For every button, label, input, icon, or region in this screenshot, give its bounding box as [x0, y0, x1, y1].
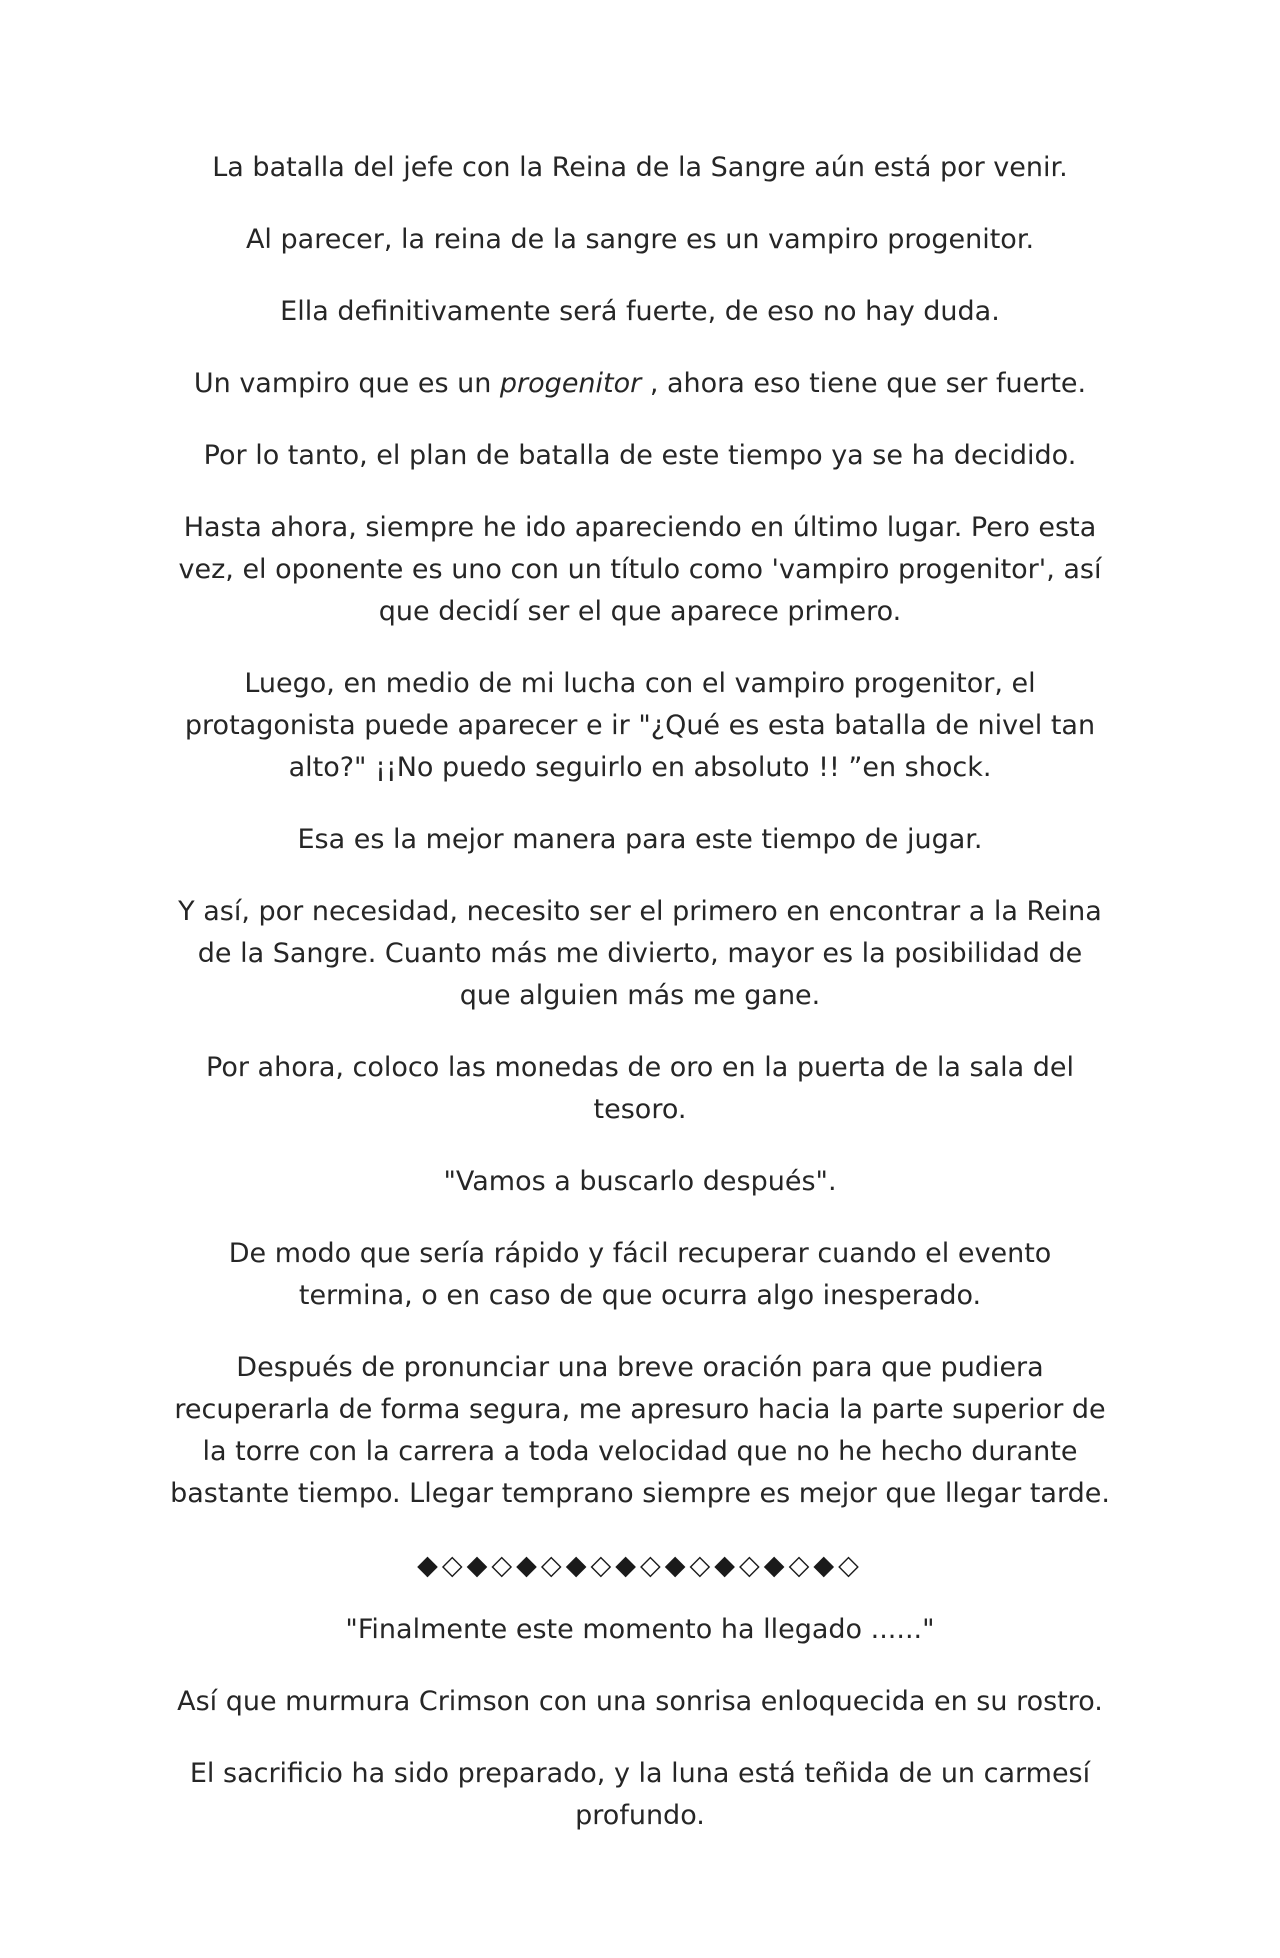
paragraph-4-after: , ahora eso tiene que ser fuerte.: [641, 368, 1087, 399]
paragraph-15: Así que murmura Crimson con una sonrisa enloquecida en su rostro.: [177, 1686, 1103, 1717]
scene-divider: ◆◇◆◇◆◇◆◇◆◇◆◇◆◇◆◇◆◇: [417, 1550, 863, 1581]
paragraph-4: [170, 363, 1110, 405]
paragraph-9: Y así, por necesidad, necesito ser el primero en encontrar a la Reina de la Sangre. Cuanto más me divierto, mayor es la posibilidad de que alguien más me gane.: [178, 896, 1102, 1011]
paragraph-6: Hasta ahora, siempre he ido apareciendo en último lugar. Pero esta vez, el oponente es uno con un título como 'vampiro progenitor', así que decidí ser el que aparece primero.: [178, 512, 1102, 627]
paragraph-8: Esa es la mejor manera para este tiempo de jugar.: [297, 824, 983, 855]
paragraph-1: La batalla del jefe con la Reina de la Sangre aún está por venir.: [212, 152, 1068, 183]
paragraph-16: El sacrificio ha sido preparado, y la luna está teñida de un carmesí profundo.: [189, 1758, 1091, 1831]
paragraph-11: "Vamos a buscarlo después".: [443, 1166, 837, 1197]
paragraph-3: Ella definitivamente será fuerte, de eso no hay duda.: [280, 296, 1000, 327]
paragraph-4-before: Un vampiro que es un: [193, 368, 500, 399]
paragraph-10: Por ahora, coloco las monedas de oro en la puerta de la sala del tesoro.: [206, 1052, 1074, 1125]
paragraph-13: Después de pronunciar una breve oración para que pudiera recuperarla de forma segura, me apresuro hacia la parte superior de la torre con la carrera a toda velocidad que no he hecho durante bastante tiempo. Llegar temprano siempre es mejor que llegar tarde.: [170, 1352, 1110, 1509]
paragraph-4-emphasis: progenitor: [499, 368, 642, 399]
paragraph-14: "Finalmente este momento ha llegado ......": [345, 1614, 935, 1645]
page-content: [170, 147, 1110, 1867]
paragraph-5: Por lo tanto, el plan de batalla de este tiempo ya se ha decidido.: [203, 440, 1077, 471]
paragraph-7: Luego, en medio de mi lucha con el vampiro progenitor, el protagonista puede aparecer e ir "¿Qué es esta batalla de nivel tan alto?" ¡¡No puedo seguirlo en absoluto !! ”en shock.: [184, 668, 1096, 783]
paragraph-12: De modo que sería rápido y fácil recuperar cuando el evento termina, o en caso de que ocurra algo inesperado.: [228, 1238, 1052, 1311]
paragraph-2: Al parecer, la reina de la sangre es un vampiro progenitor.: [245, 224, 1035, 255]
